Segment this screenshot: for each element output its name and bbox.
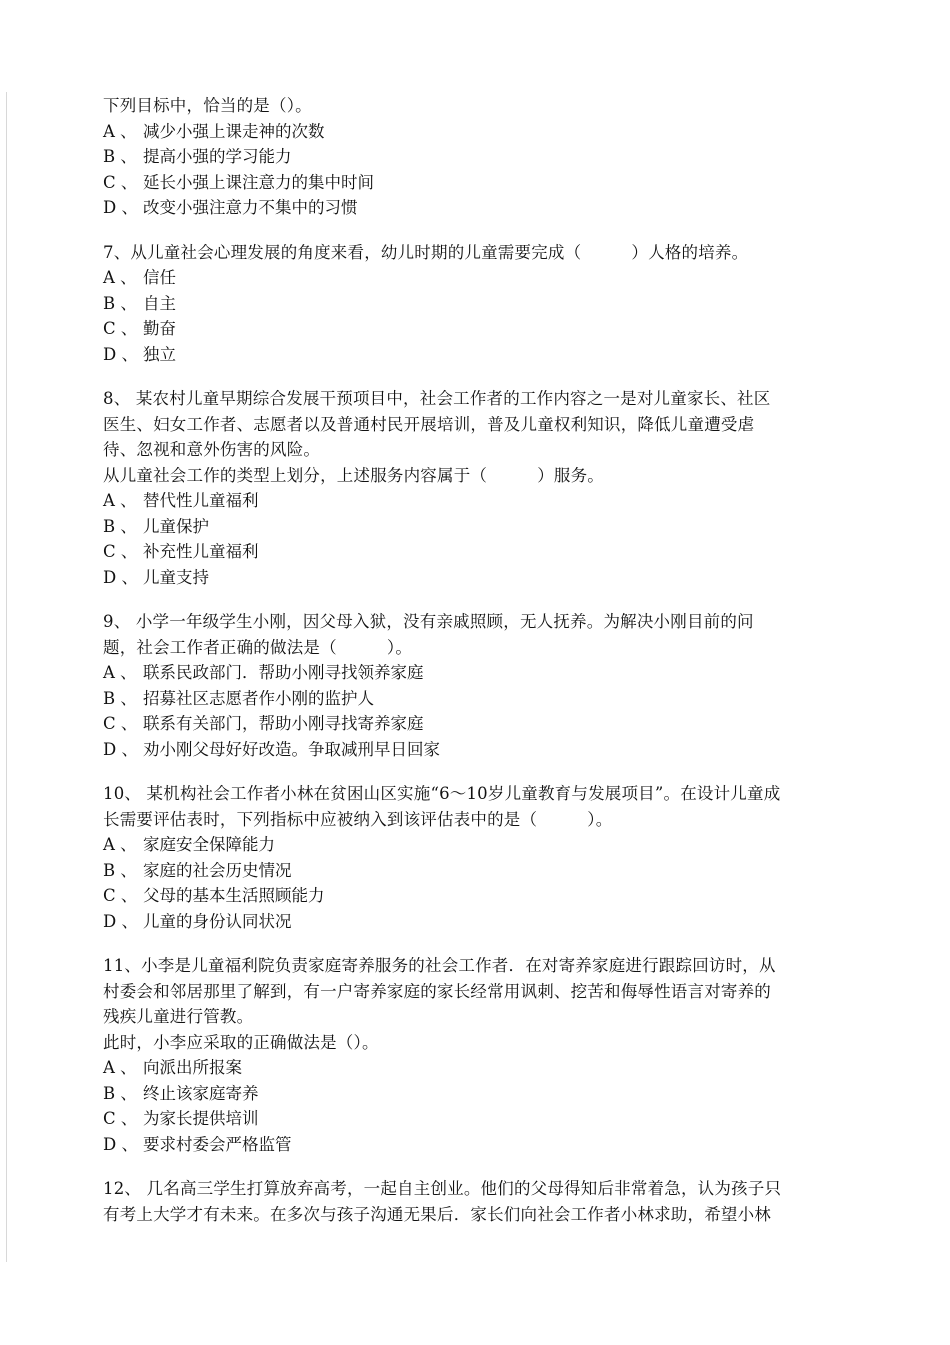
- option-text: 为家长提供培训: [143, 1109, 259, 1128]
- option-key: B 、: [103, 147, 137, 166]
- option-key: A 、: [103, 491, 137, 510]
- option-a: [103, 832, 843, 858]
- option-a: [103, 488, 843, 514]
- option-text: 提高小强的学习能力: [143, 147, 292, 166]
- option-text: 招募社区志愿者作小刚的监护人: [143, 688, 374, 708]
- option-key: A 、: [103, 835, 137, 854]
- option-b: [103, 1081, 843, 1107]
- question-stem-line: 有考上大学才有未来。在多次与孩子沟通无果后．家长们向社会工作者小林求助，希望小林: [103, 1204, 771, 1224]
- option-c: [103, 539, 843, 565]
- question-stem-line: 从儿童社会工作的类型上划分，上述服务内容属于（ ）服务。: [103, 465, 604, 485]
- option-key: B 、: [103, 860, 137, 880]
- option-b: [103, 686, 843, 712]
- option-text: 儿童的身份认同状况: [143, 911, 292, 931]
- question-8: [103, 386, 843, 590]
- option-c: [103, 1106, 843, 1132]
- option-text: 替代性儿童福利: [143, 491, 259, 510]
- option-key: D 、: [103, 344, 138, 364]
- question-stem-line: 12、 几名高三学生打算放弃高考，一起自主创业。他们的父母得知后非常着急，认为孩子只: [103, 1179, 782, 1198]
- option-key: D 、: [103, 1134, 138, 1154]
- question-stem-line: 下列目标中，恰当的是（）。: [103, 96, 312, 115]
- option-d: [103, 565, 843, 591]
- option-text: 自主: [143, 293, 176, 313]
- option-d: [103, 737, 843, 763]
- option-text: 家庭安全保障能力: [143, 835, 275, 854]
- option-text: 家庭的社会历史情况: [143, 860, 292, 880]
- option-text: 要求村委会严格监管: [143, 1134, 292, 1154]
- option-text: 延长小强上课注意力的集中时间: [143, 172, 374, 192]
- option-text: 儿童保护: [143, 516, 209, 536]
- option-text: 父母的基本生活照顾能力: [143, 886, 325, 905]
- question-stem-line: 10、 某机构社会工作者小林在贫困山区实施“6～10岁儿童教育与发展项目”。在设计儿童成: [103, 784, 781, 803]
- option-key: B 、: [103, 516, 137, 536]
- option-b: [103, 144, 843, 170]
- option-text: 终止该家庭寄养: [143, 1083, 259, 1103]
- question-9: [103, 609, 843, 762]
- question-stem-line: 长需要评估表时，下列指标中应被纳入到该评估表中的是（ ）。: [103, 809, 613, 829]
- option-key: C 、: [103, 172, 138, 192]
- option-d: [103, 1132, 843, 1158]
- option-text: 劝小刚父母好好改造。争取减刑早日回家: [143, 739, 440, 759]
- question-stem-line: 8、 某农村儿童早期综合发展干预项目中，社会工作者的工作内容之一是对儿童家长、社区: [103, 389, 771, 408]
- option-a: [103, 1055, 843, 1081]
- option-d: [103, 909, 843, 935]
- question-6: [103, 93, 843, 221]
- question-stem-line: 7、从儿童社会心理发展的角度来看，幼儿时期的儿童需要完成（ ）人格的培养。: [103, 242, 749, 262]
- question-11: [103, 953, 843, 1157]
- option-b: [103, 291, 843, 317]
- question-stem-line: 9、 小学一年级学生小刚，因父母入狱，没有亲戚照顾，无人抚养。为解决小刚目前的问: [103, 612, 754, 631]
- option-key: B 、: [103, 688, 137, 708]
- option-text: 联系民政部门．帮助小刚寻找领养家庭: [143, 663, 424, 682]
- option-b: [103, 858, 843, 884]
- option-c: [103, 170, 843, 196]
- option-key: B 、: [103, 1083, 137, 1103]
- question-stem-line: 残疾儿童进行管教。: [103, 1007, 254, 1026]
- option-key: C 、: [103, 319, 138, 338]
- question-stem-line: 医生、妇女工作者、志愿者以及普通村民开展培训，普及儿童权利知识，降低儿童遭受虐: [103, 414, 755, 434]
- option-text: 儿童支持: [143, 567, 209, 587]
- question-stem-line: 11、小李是儿童福利院负责家庭寄养服务的社会工作者．在对寄养家庭进行跟踪回访时，从: [103, 956, 776, 975]
- option-key: D 、: [103, 198, 138, 217]
- option-text: 信任: [143, 268, 176, 287]
- option-a: [103, 265, 843, 291]
- option-text: 减少小强上课走神的次数: [143, 121, 325, 141]
- option-key: D 、: [103, 911, 138, 931]
- question-stem-line: 待、忽视和意外伤害的风险。: [103, 440, 321, 459]
- option-text: 补充性儿童福利: [143, 542, 259, 561]
- question-stem-line: 题，社会工作者正确的做法是（ ）。: [103, 637, 413, 657]
- option-d: [103, 342, 843, 368]
- option-key: A 、: [103, 121, 137, 141]
- option-text: 独立: [143, 344, 176, 364]
- option-a: [103, 660, 843, 686]
- option-key: A 、: [103, 1058, 137, 1077]
- option-key: D 、: [103, 739, 138, 759]
- question-10: [103, 781, 843, 934]
- option-key: D 、: [103, 567, 138, 587]
- option-key: C 、: [103, 542, 138, 561]
- option-text: 向派出所报案: [143, 1058, 242, 1077]
- option-key: C 、: [103, 714, 138, 733]
- option-key: C 、: [103, 1109, 138, 1128]
- page-edge-line: [6, 92, 7, 1262]
- option-key: A 、: [103, 268, 137, 287]
- question-12: [103, 1176, 843, 1227]
- question-stem-line: 此时，小李应采取的正确做法是（）。: [103, 1032, 379, 1052]
- option-key: B 、: [103, 293, 137, 313]
- option-key: A 、: [103, 663, 137, 682]
- option-key: C 、: [103, 886, 138, 905]
- option-c: [103, 316, 843, 342]
- option-text: 改变小强注意力不集中的习惯: [143, 198, 358, 217]
- option-text: 联系有关部门，帮助小刚寻找寄养家庭: [143, 714, 424, 733]
- option-d: [103, 195, 843, 221]
- option-a: [103, 119, 843, 145]
- question-stem-line: 村委会和邻居那里了解到，有一户寄养家庭的家长经常用讽刺、挖苦和侮辱性语言对寄养的: [103, 981, 771, 1001]
- option-c: [103, 711, 843, 737]
- question-list: [103, 93, 843, 1227]
- option-text: 勤奋: [143, 319, 176, 338]
- question-7: [103, 240, 843, 368]
- option-b: [103, 514, 843, 540]
- option-c: [103, 883, 843, 909]
